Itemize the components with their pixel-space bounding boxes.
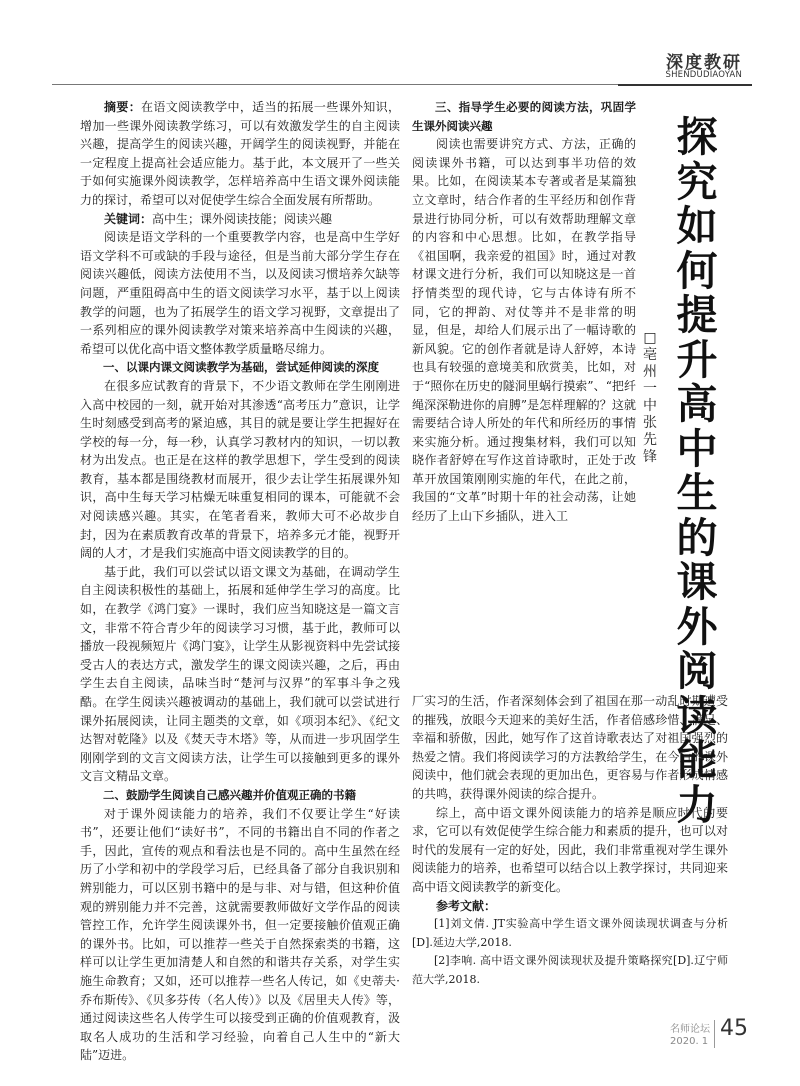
section-1-heading: 一、以课内课文阅读教学为基础，尝试延伸阅读的深度 [103, 360, 379, 375]
section-1-paragraph-2: 基于此，我们可以尝试以语文课文为基础，在调动学生自主阅读积极性的基础上，拓展和延伸学生学习的高度。比如，在教学《鸿门宴》一课时，我们应当知晓这是一篇文言文，非常不符合青少年的阅读学习习惯，基于此，教师可以播放一段视频短片《鸿门宴》，让学生从影视资料中先尝试接受古人的表达方式，激发学生的课文阅读兴趣，之后，再由学生去自主阅读，品味当时“楚河与汉界”的军事斗争之残酷。在学生阅读兴趣被调动的基础上，我们就可以尝试进行课外拓展阅读，让同主题类的文章，如《项羽本纪》、《纪文达智对乾隆》以及《焚天寺木塔》等，从而进一步巩固学生刚刚学到的文言文阅读方法，让学生可以接触到更多的课外文言文精品文章。 [80, 564, 400, 784]
section-3-heading: 三、指导学生必要的阅读方法，巩固学生课外阅读兴趣 [412, 100, 636, 133]
intro-paragraph: 阅读是语文学科的一个重要教学内容，也是高中生学好语文学科不可或缺的手段与途径，但是当前大部分学生存在阅读兴趣低，阅读方法使用不当，以及阅读习惯培养欠缺等问题，严重阻碍高中生的语文阅读学习水平，基于以上阅读教学的问题，也为了拓展学生的语文学习视野，文章提出了一系列相应的课外阅读教学对策来培养高中生阅读的兴趣，希望可以优化高中语文整体教学质量略尽绵力。 [80, 230, 400, 356]
column-right-upper [412, 98, 636, 526]
abstract-text: 在语文阅读教学中，适当的拓展一些课外知识，增加一些课外阅读教学练习，可以有效激发学生的自主阅读兴趣，提高学生的阅读兴趣，开阔学生的阅读视野，并能在一定程度上提高社会适应能力。基于此，本文展开了一些关于如何实施课外阅读教学，怎样培养高中生语文课外阅读能力的探讨，希望可以对促使学生综合全面发展有所帮助。 [80, 100, 400, 207]
section-title: 深度教研 [666, 53, 742, 73]
footer-journal: 名师论坛 [670, 1024, 710, 1035]
references-heading: 参考文献： [436, 898, 497, 913]
keywords [80, 210, 400, 229]
keywords-text: 高中生；课外阅读技能；阅读兴趣 [152, 211, 333, 226]
section-3-paragraph-1b: 厂实习的生活，作者深刻体会到了祖国在那一动乱时期遭受的摧残，放眼今天迎来的美好生活，作者倍感珍惜、满足、幸福和骄傲，因此，她写作了这首诗歌表达了对祖国强烈的热爱之情。我们将阅读学习的方法教给学生，在今后的课外阅读中，他们就会表现的更加出色，更容易与作者形成情感的共鸣，获得课外阅读的综合提升。 [412, 694, 728, 801]
page-number: 45 [720, 1016, 748, 1041]
conclusion-paragraph: 综上，高中语文课外阅读能力的培养是顺应时代的要求，它可以有效促使学生综合能力和素质的提升，也可以对时代的发展有一定的好处，因此，我们非常重视对学生课外阅读能力的培养，也希望可以结合以上教学探讨，共同迎来高中语文阅读教学的新变化。 [412, 805, 728, 894]
reference-item-2: [2]李响. 高中语文课外阅读现状及提升策略探究[D].辽宁师范大学,2018. [412, 954, 728, 986]
keywords-label: 关键词： [104, 211, 153, 226]
section-1-paragraph-1: 在很多应试教育的背景下，不少语文教师在学生刚刚进入高中校园的一刻，就开始对其渗透“高考压力”意识，让学生时刻感受到高考的紧迫感，其目的就是要让学生把握好在学校的每一分，每一秒，认真学习教材内的知识，一切以教材为出发点。也正是在这样的教学思想下，学生受到的阅读教育，基本都是围绕教材而展开，很少去让学生拓展课外知识，高中生每天学习枯燥无味重复相同的课本，可能就不会对阅读感兴趣。其实，在笔者看来，教师大可不必故步自封，因为在素质教育改革的背景下，培养多元才能，视野开阔的人才，才是我们实施高中语文阅读教学的目的。 [80, 378, 400, 561]
article-title: 探究如何提升高中生的课外阅读能力 [676, 113, 718, 829]
footer-issue: 2020. 1 [670, 1036, 709, 1047]
reference-item-1: [1]刘文倩. JT实验高中学生语文课外阅读现状调查与分析[D].延边大学,2018. [412, 917, 728, 949]
section-2-heading: 二、鼓励学生阅读自己感兴趣并价值观正确的书籍 [103, 787, 356, 802]
section-subtitle: SHENDUDIAOYAN [665, 70, 742, 80]
column-left [80, 98, 400, 1065]
article-author: □亳州一中 张先锋 [643, 330, 657, 465]
abstract-label: 摘要： [104, 100, 142, 114]
section-3-paragraph-1a: 阅读也需要讲究方式、方法，正确的阅读课外书籍，可以达到事半功倍的效果。比如，在阅读某本专著或者是某篇独立文章时，结合作者的生平经历和创作背景进行协同分析，可以有效帮助理解文章的内容和中心思想。比如，在教学指导《祖国啊，我亲爱的祖国》时，通过对教材课文进行分析，我们可以知晓这是一首抒情类型的现代诗，它与古体诗有所不同，它的押韵、对仗等并不是非常的明显，但是，却给人们展示出了一幅诗歌的新风貌。它的创作者就是诗人舒婷，本诗也具有较强的意境美和欣赏美，比如，对于“照你在历史的隧洞里蜗行摸索”、“把纤绳深深勒进你的肩膊”是怎样理解的？这就需要结合诗人所处的年代和所经历的事情来实施分析。通过搜集材料，我们可以知晓作者舒婷在写作这首诗歌时，正处于改革开放国策刚刚实施的年代，在此之前，我国的“文革”时期十年的社会动荡，让她经历了上山下乡插队，进入工 [412, 137, 636, 524]
header-rule-accent [618, 84, 752, 86]
footer-separator [714, 1020, 715, 1048]
abstract [80, 98, 400, 210]
section-2-paragraph-1: 对于课外阅读能力的培养，我们不仅要让学生“好读书”，还要让他们“读好书”，不同的书籍出自不同的作者之手，因此，宣传的观点和看法也是不同的。高中生虽然在经历了小学和初中的学段学习后，已经具备了部分自我识别和辨别能力，可以区别书籍中的是与非、对与错，但这种价值观的辨别能力并不完善，这就需要教师做好文学作品的阅读管控工作，允许学生阅读课外书，但一定要接触价值观正确的课外书。比如，可以推荐一些关于自然探索类的书籍，这样可以让学生更加清楚人和自然的和谐共存关系，对学生实施生命教育；又如，还可以推荐一些名人传记，如《史蒂夫·乔布斯传》、《贝多芬传（名人传）》以及《居里夫人传》等，通过阅读这些名人传学生可以接受到正确的价值观教育，汲取名人成功的生活和学习经验，向着自己人生中的“新大陆”迈进。 [80, 806, 400, 1063]
